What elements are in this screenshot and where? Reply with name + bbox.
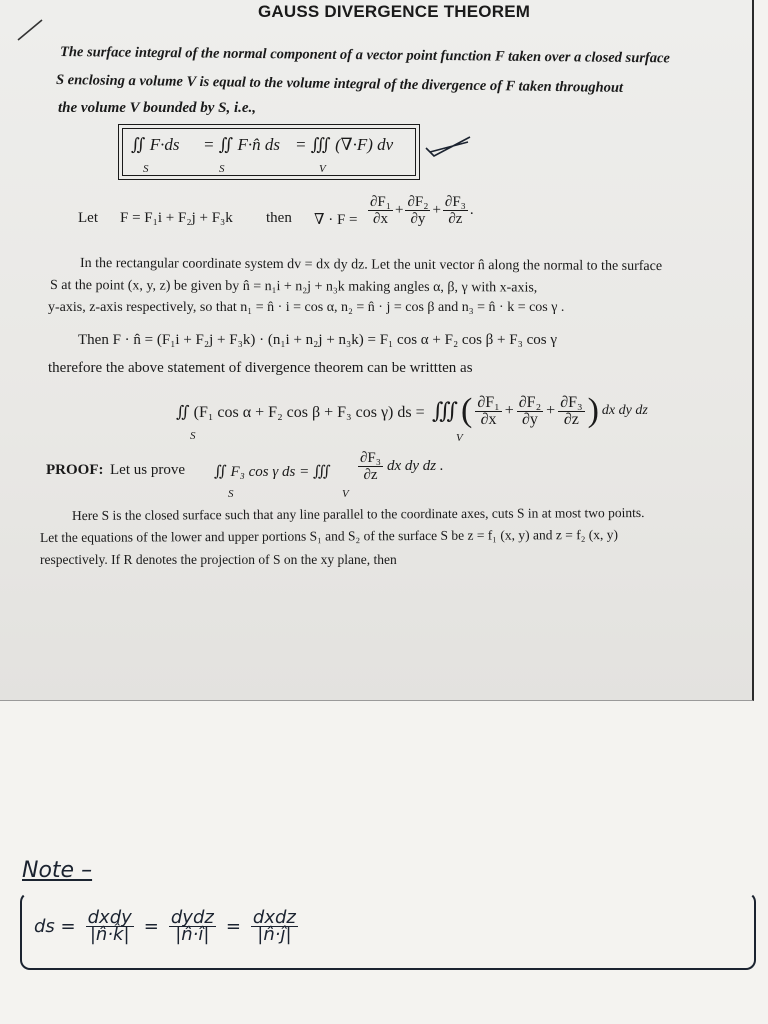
proof-formula-rhs: $\frac{\text{∂F₃}}{\partial z}$ dx dy dz . — [360, 450, 444, 483]
note-heading: Note – — [22, 858, 93, 883]
partial-fraction: $\frac{\text{∂F₂}}{\partial y}$ — [518, 393, 542, 428]
formula-rhs: = ∭ (∇·F) dv — [295, 135, 394, 154]
partial-fraction: $\frac{\text{∂F₁}}{\partial x}$ — [370, 194, 391, 227]
paragraph-1-line-1: In the rectangular coordinate system dv = dx dy dz. Let the unit vector n̂ along the normal to the surface — [79, 256, 663, 275]
then-word: then — [266, 210, 292, 226]
theorem-formula-box — [118, 124, 420, 180]
partial-fraction: $\frac{\text{∂F₁}}{\partial x}$ — [477, 393, 500, 428]
formula-lhs: ∬ F·ds — [131, 135, 180, 154]
statement-line-2: S enclosing a volume V is equal to the volume integral of the divergence of F taken throughout — [55, 72, 624, 96]
proof-label: PROOF: — [46, 462, 104, 478]
note-fraction: $\frac{\text{dxdy}}{|n̂\cdot k̂|}$ — [87, 907, 132, 945]
expanded-formula-lhs: ∬ (F₁ cos α + F₂ cos β + F₃ cos γ) ds = — [176, 404, 425, 421]
note-fraction: $\frac{\text{dydz}}{|n̂\cdot î|}$ — [170, 907, 214, 945]
paragraph-2-line-3: respectively. If R denotes the projection of S on the xy plane, then — [40, 552, 397, 567]
proof-formula-lhs: ∬ F₃ cos γ ds = ∭ — [214, 464, 331, 480]
vector-f-definition: F = F₁i + F₂j + F₃k — [120, 210, 233, 226]
let-word: Let — [78, 210, 98, 226]
partial-fraction: $\frac{\text{∂F₂}}{\partial y}$ — [407, 194, 429, 227]
note-formula: ds = $\frac{\text{dxdy}}{|n̂\cdot k̂|}$ = $\frac{\text{dydz}}{|n̂\cdot î|}$ = $\frac{\text{dxdz}}{|n̂\cdot ĵ|}$ — [34, 907, 296, 945]
paragraph-1-line-2: S at the point (x, y, z) be given by n̂ = n₁i + n₂j + n₃k making angles α, β, γ with x-axis, — [49, 278, 538, 296]
note-fraction: $\frac{\text{dxdz}}{|n̂\cdot ĵ|}$ — [252, 907, 296, 945]
limit-s: S — [190, 430, 196, 442]
formula-middle: = ∬ F·n̂ ds — [203, 135, 280, 154]
proof-intro: Let us prove — [110, 462, 185, 478]
pen-stroke-mark — [16, 18, 46, 42]
limit-s: S — [143, 163, 149, 175]
limit-v: V — [319, 163, 326, 175]
statement-line-1: The surface integral of the normal component of a vector point function F taken over a closed surface — [59, 44, 670, 67]
paragraph-2-line-2: Let the equations of the lower and upper portions S₁ and S₂ of the surface S be z = f₁ (x, y) and z = f₂ (x, y) — [39, 526, 619, 545]
statement-line-3: the volume V bounded by S, i.e., — [58, 100, 257, 116]
partial-fraction: $\frac{\text{∂F₃}}{\partial z}$ — [444, 194, 466, 227]
limit-s: S — [219, 163, 225, 175]
limit-v: V — [456, 432, 463, 444]
limit-v: V — [342, 488, 349, 500]
check-mark-icon — [424, 134, 474, 160]
limit-s: S — [228, 488, 234, 500]
then-f-dot-n-line: Then F · n̂ = (F₁i + F₂j + F₃k) · (n₁i + n₂j + n₃k) = F₁ cos α + F₂ cos β + F₃ cos γ — [78, 332, 557, 348]
page-title: GAUSS DIVERGENCE THEOREM — [258, 2, 531, 21]
therefore-line: therefore the above statement of divergence theorem can be writtten as — [48, 360, 473, 376]
divergence-lhs: ∇ · F = — [314, 212, 358, 228]
expanded-formula-rhs: ∭ ( $\frac{\text{∂F₁}}{\partial x}$ + $\frac{\text{∂F₂}}{\partial y}$ + $\frac{\text{∂F₃}}{\partial z}$ ) dx dy dz — [432, 392, 648, 429]
paragraph-1-line-3: y-axis, z-axis respectively, so that n₁ = n̂ · i = cos α, n₂ = n̂ · j = cos β and n₃ = n̂ · k = cos γ . — [48, 300, 565, 315]
partial-fraction: $\frac{\text{∂F₃}}{\partial z}$ — [560, 393, 583, 428]
paragraph-2-line-1: Here S is the closed surface such that any line parallel to the coordinate axes, cuts S in at most two points. — [71, 505, 645, 523]
partial-fraction: $\frac{\text{∂F₃}}{\partial z}$ — [360, 450, 381, 483]
divergence-expansion: $\frac{\text{∂F₁}}{\partial x}$ + $\frac{\text{∂F₂}}{\partial y}$ + $\frac{\text{∂F₃}}{\partial z}$ . — [370, 194, 474, 227]
